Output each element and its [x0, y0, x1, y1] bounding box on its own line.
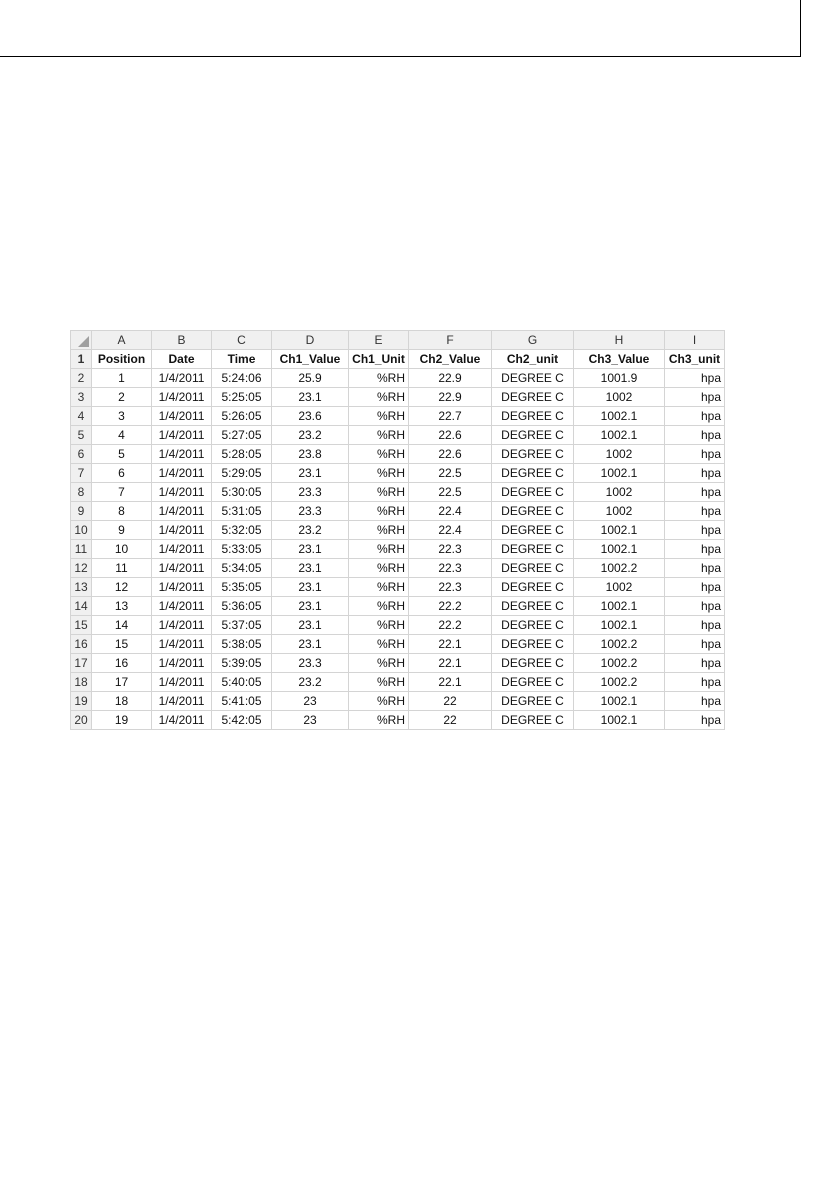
row-number[interactable]: 9: [71, 502, 92, 521]
cell-ch2-unit[interactable]: DEGREE C: [492, 559, 574, 578]
cell-position[interactable]: 13: [92, 597, 152, 616]
cell-date[interactable]: 1/4/2011: [152, 559, 212, 578]
cell-ch3-value[interactable]: 1001.9: [574, 369, 665, 388]
cell-date[interactable]: 1/4/2011: [152, 388, 212, 407]
row-number[interactable]: 18: [71, 673, 92, 692]
column-header-h[interactable]: H: [574, 331, 665, 350]
cell-time[interactable]: 5:32:05: [212, 521, 272, 540]
cell-time[interactable]: 5:36:05: [212, 597, 272, 616]
cell-ch3-unit[interactable]: hpa: [665, 502, 725, 521]
cell-ch2-unit[interactable]: DEGREE C: [492, 673, 574, 692]
cell-ch3-value[interactable]: 1002: [574, 502, 665, 521]
cell-ch3-value[interactable]: 1002.1: [574, 540, 665, 559]
table-row: [71, 388, 725, 407]
column-header-d[interactable]: D: [272, 331, 349, 350]
cell-position[interactable]: 10: [92, 540, 152, 559]
cell-ch3-unit[interactable]: hpa: [665, 445, 725, 464]
cell-ch2-unit[interactable]: DEGREE C: [492, 578, 574, 597]
cell-ch1-unit[interactable]: %RH: [349, 559, 409, 578]
cell-ch3-unit[interactable]: hpa: [665, 597, 725, 616]
select-all-corner[interactable]: [71, 331, 92, 350]
row-number[interactable]: 12: [71, 559, 92, 578]
cell-ch3-unit[interactable]: hpa: [665, 559, 725, 578]
row-number[interactable]: 19: [71, 692, 92, 711]
column-header-f[interactable]: F: [409, 331, 492, 350]
cell-ch2-unit[interactable]: DEGREE C: [492, 445, 574, 464]
row-number[interactable]: 1: [71, 350, 92, 369]
cell-time[interactable]: 5:31:05: [212, 502, 272, 521]
cell-time[interactable]: 5:42:05: [212, 711, 272, 730]
cell-position[interactable]: 19: [92, 711, 152, 730]
cell-ch3-unit[interactable]: hpa: [665, 407, 725, 426]
cell-ch2-unit[interactable]: DEGREE C: [492, 597, 574, 616]
column-header-i[interactable]: I: [665, 331, 725, 350]
cell-ch2-value[interactable]: 22.5: [409, 483, 492, 502]
cell-ch1-value[interactable]: 23.1: [272, 559, 349, 578]
cell-ch1-value[interactable]: 23.2: [272, 673, 349, 692]
row-number[interactable]: 8: [71, 483, 92, 502]
cell-ch1-unit[interactable]: %RH: [349, 692, 409, 711]
cell-date[interactable]: 1/4/2011: [152, 711, 212, 730]
cell-ch1-value[interactable]: 23.3: [272, 654, 349, 673]
cell-ch2-value[interactable]: 22.7: [409, 407, 492, 426]
cell-position[interactable]: 4: [92, 426, 152, 445]
page-corner-lines-icon: [0, 0, 840, 120]
cell-ch2-value[interactable]: 22: [409, 692, 492, 711]
cell-position[interactable]: 8: [92, 502, 152, 521]
cell-position[interactable]: 17: [92, 673, 152, 692]
page-corner-fold: [0, 0, 840, 120]
row-number[interactable]: 7: [71, 464, 92, 483]
cell-ch1-value[interactable]: 23.6: [272, 407, 349, 426]
cell-ch2-value[interactable]: 22.9: [409, 369, 492, 388]
column-header-c[interactable]: C: [212, 331, 272, 350]
cell-date[interactable]: 1/4/2011: [152, 502, 212, 521]
cell-ch1-unit[interactable]: %RH: [349, 521, 409, 540]
cell-position[interactable]: 15: [92, 635, 152, 654]
cell-ch2-value[interactable]: 22.9: [409, 388, 492, 407]
cell-ch1-unit[interactable]: %RH: [349, 445, 409, 464]
cell-time[interactable]: 5:40:05: [212, 673, 272, 692]
cell-time[interactable]: 5:34:05: [212, 559, 272, 578]
row-number[interactable]: 3: [71, 388, 92, 407]
cell-position[interactable]: 12: [92, 578, 152, 597]
cell-ch3-unit[interactable]: hpa: [665, 388, 725, 407]
cell-time[interactable]: 5:28:05: [212, 445, 272, 464]
cell-ch2-value[interactable]: 22.6: [409, 445, 492, 464]
cell-date[interactable]: 1/4/2011: [152, 540, 212, 559]
cell-position[interactable]: 2: [92, 388, 152, 407]
cell-ch3-unit[interactable]: hpa: [665, 654, 725, 673]
cell-ch1-unit[interactable]: %RH: [349, 654, 409, 673]
table-row: [71, 426, 725, 445]
cell-ch2-value[interactable]: 22.1: [409, 635, 492, 654]
column-header-b[interactable]: B: [152, 331, 212, 350]
cell-ch1-value[interactable]: 23: [272, 711, 349, 730]
cell-ch1-value[interactable]: 23.3: [272, 502, 349, 521]
row-number[interactable]: 16: [71, 635, 92, 654]
cell-ch3-value[interactable]: 1002.2: [574, 559, 665, 578]
cell-ch1-unit[interactable]: %RH: [349, 635, 409, 654]
cell-ch1-unit[interactable]: %RH: [349, 388, 409, 407]
cell-ch2-value[interactable]: 22.4: [409, 521, 492, 540]
cell-ch2-unit[interactable]: DEGREE C: [492, 369, 574, 388]
cell-ch2-unit[interactable]: DEGREE C: [492, 407, 574, 426]
cell-time[interactable]: 5:41:05: [212, 692, 272, 711]
cell-ch1-value[interactable]: 23: [272, 692, 349, 711]
column-header-e[interactable]: E: [349, 331, 409, 350]
cell-time[interactable]: 5:33:05: [212, 540, 272, 559]
cell-ch2-value[interactable]: 22: [409, 711, 492, 730]
cell-position[interactable]: 1: [92, 369, 152, 388]
cell-ch3-value[interactable]: 1002.2: [574, 654, 665, 673]
cell-ch2-value[interactable]: 22.2: [409, 597, 492, 616]
row-number[interactable]: 4: [71, 407, 92, 426]
cell-ch1-unit[interactable]: %RH: [349, 711, 409, 730]
table-row: [71, 464, 725, 483]
row-number[interactable]: 15: [71, 616, 92, 635]
cell-ch2-value[interactable]: 22.1: [409, 673, 492, 692]
cell-ch3-unit[interactable]: hpa: [665, 426, 725, 445]
cell-ch3-unit[interactable]: hpa: [665, 692, 725, 711]
cell-date[interactable]: 1/4/2011: [152, 426, 212, 445]
row-number[interactable]: 11: [71, 540, 92, 559]
cell-date[interactable]: 1/4/2011: [152, 521, 212, 540]
table-row: [71, 540, 725, 559]
cell-ch1-unit[interactable]: %RH: [349, 540, 409, 559]
cell-ch1-unit[interactable]: %RH: [349, 673, 409, 692]
table-row: [71, 616, 725, 635]
cell-ch3-value[interactable]: 1002.1: [574, 711, 665, 730]
cell-ch2-unit[interactable]: DEGREE C: [492, 521, 574, 540]
cell-time[interactable]: 5:26:05: [212, 407, 272, 426]
cell-ch1-unit[interactable]: %RH: [349, 483, 409, 502]
cell-date[interactable]: 1/4/2011: [152, 597, 212, 616]
cell-ch2-value[interactable]: 22.2: [409, 616, 492, 635]
cell-ch2-value[interactable]: 22.6: [409, 426, 492, 445]
spreadsheet-grid: [70, 330, 725, 730]
header-cell-ch3-value[interactable]: Ch3_Value: [574, 350, 665, 369]
cell-ch1-value[interactable]: 23.1: [272, 388, 349, 407]
cell-time[interactable]: 5:24:06: [212, 369, 272, 388]
cell-position[interactable]: 18: [92, 692, 152, 711]
cell-ch2-unit[interactable]: DEGREE C: [492, 635, 574, 654]
table-row: [71, 502, 725, 521]
header-cell-position[interactable]: Position: [92, 350, 152, 369]
cell-time[interactable]: 5:39:05: [212, 654, 272, 673]
cell-ch3-value[interactable]: 1002.2: [574, 635, 665, 654]
row-number[interactable]: 10: [71, 521, 92, 540]
cell-ch3-unit[interactable]: hpa: [665, 464, 725, 483]
cell-ch3-value[interactable]: 1002: [574, 445, 665, 464]
cell-ch3-value[interactable]: 1002.1: [574, 597, 665, 616]
cell-ch1-unit[interactable]: %RH: [349, 407, 409, 426]
cell-position[interactable]: 14: [92, 616, 152, 635]
cell-date[interactable]: 1/4/2011: [152, 673, 212, 692]
cell-time[interactable]: 5:29:05: [212, 464, 272, 483]
table-row: [71, 483, 725, 502]
cell-ch1-unit[interactable]: %RH: [349, 578, 409, 597]
table-row: [71, 635, 725, 654]
header-cell-ch2-value[interactable]: Ch2_Value: [409, 350, 492, 369]
row-number[interactable]: 14: [71, 597, 92, 616]
cell-date[interactable]: 1/4/2011: [152, 464, 212, 483]
cell-ch3-unit[interactable]: hpa: [665, 521, 725, 540]
column-header-a[interactable]: A: [92, 331, 152, 350]
cell-ch3-value[interactable]: 1002.1: [574, 464, 665, 483]
table-row: [71, 673, 725, 692]
header-cell-time[interactable]: Time: [212, 350, 272, 369]
cell-position[interactable]: 7: [92, 483, 152, 502]
cell-position[interactable]: 9: [92, 521, 152, 540]
header-cell-ch1-unit[interactable]: Ch1_Unit: [349, 350, 409, 369]
cell-ch3-unit[interactable]: hpa: [665, 616, 725, 635]
column-header-g[interactable]: G: [492, 331, 574, 350]
cell-ch3-value[interactable]: 1002: [574, 483, 665, 502]
cell-date[interactable]: 1/4/2011: [152, 635, 212, 654]
cell-ch1-value[interactable]: 25.9: [272, 369, 349, 388]
cell-ch1-value[interactable]: 23.3: [272, 483, 349, 502]
cell-ch2-value[interactable]: 22.3: [409, 559, 492, 578]
cell-position[interactable]: 11: [92, 559, 152, 578]
cell-ch2-value[interactable]: 22.1: [409, 654, 492, 673]
cell-ch2-value[interactable]: 22.4: [409, 502, 492, 521]
cell-ch1-value[interactable]: 23.1: [272, 578, 349, 597]
cell-ch2-unit[interactable]: DEGREE C: [492, 654, 574, 673]
cell-time[interactable]: 5:38:05: [212, 635, 272, 654]
cell-time[interactable]: 5:37:05: [212, 616, 272, 635]
cell-ch3-unit[interactable]: hpa: [665, 483, 725, 502]
cell-ch3-unit[interactable]: hpa: [665, 711, 725, 730]
cell-date[interactable]: 1/4/2011: [152, 445, 212, 464]
cell-ch3-unit[interactable]: hpa: [665, 635, 725, 654]
header-cell-ch3-unit[interactable]: Ch3_unit: [665, 350, 725, 369]
cell-date[interactable]: 1/4/2011: [152, 654, 212, 673]
cell-ch1-value[interactable]: 23.2: [272, 521, 349, 540]
row-number[interactable]: 13: [71, 578, 92, 597]
cell-ch2-unit[interactable]: DEGREE C: [492, 388, 574, 407]
row-number[interactable]: 6: [71, 445, 92, 464]
row-number[interactable]: 17: [71, 654, 92, 673]
cell-date[interactable]: 1/4/2011: [152, 483, 212, 502]
table-row: [71, 559, 725, 578]
cell-position[interactable]: 6: [92, 464, 152, 483]
cell-ch1-value[interactable]: 23.1: [272, 597, 349, 616]
cell-ch3-unit[interactable]: hpa: [665, 369, 725, 388]
cell-ch1-unit[interactable]: %RH: [349, 464, 409, 483]
cell-time[interactable]: 5:25:05: [212, 388, 272, 407]
table-row: [71, 445, 725, 464]
cell-ch1-unit[interactable]: %RH: [349, 369, 409, 388]
cell-ch1-unit[interactable]: %RH: [349, 597, 409, 616]
cell-position[interactable]: 16: [92, 654, 152, 673]
table-row: [71, 711, 725, 730]
cell-ch1-unit[interactable]: %RH: [349, 426, 409, 445]
cell-time[interactable]: 5:27:05: [212, 426, 272, 445]
cell-ch3-value[interactable]: 1002.1: [574, 616, 665, 635]
cell-ch2-value[interactable]: 22.3: [409, 540, 492, 559]
table-row: [71, 407, 725, 426]
cell-ch2-unit[interactable]: DEGREE C: [492, 616, 574, 635]
table-row: [71, 692, 725, 711]
column-header-row: [71, 331, 725, 350]
table-row: [71, 654, 725, 673]
row-number[interactable]: 5: [71, 426, 92, 445]
cell-ch3-unit[interactable]: hpa: [665, 673, 725, 692]
cell-ch1-value[interactable]: 23.2: [272, 426, 349, 445]
cell-ch3-value[interactable]: 1002.1: [574, 692, 665, 711]
cell-ch1-value[interactable]: 23.1: [272, 540, 349, 559]
table-row: [71, 597, 725, 616]
cell-ch1-unit[interactable]: %RH: [349, 616, 409, 635]
cell-ch3-value[interactable]: 1002.1: [574, 426, 665, 445]
header-row: [71, 350, 725, 369]
table-row: [71, 369, 725, 388]
header-cell-date[interactable]: Date: [152, 350, 212, 369]
cell-ch3-value[interactable]: 1002: [574, 388, 665, 407]
cell-ch1-value[interactable]: 23.1: [272, 616, 349, 635]
cell-ch3-unit[interactable]: hpa: [665, 540, 725, 559]
cell-ch3-value[interactable]: 1002.2: [574, 673, 665, 692]
table-row: [71, 578, 725, 597]
cell-date[interactable]: 1/4/2011: [152, 692, 212, 711]
cell-date[interactable]: 1/4/2011: [152, 616, 212, 635]
cell-ch2-value[interactable]: 22.5: [409, 464, 492, 483]
cell-ch1-unit[interactable]: %RH: [349, 502, 409, 521]
cell-ch2-unit[interactable]: DEGREE C: [492, 692, 574, 711]
cell-ch3-unit[interactable]: hpa: [665, 578, 725, 597]
cell-ch3-value[interactable]: 1002.1: [574, 407, 665, 426]
table-row: [71, 521, 725, 540]
cell-ch2-unit[interactable]: DEGREE C: [492, 426, 574, 445]
header-cell-ch1-value[interactable]: Ch1_Value: [272, 350, 349, 369]
cell-ch2-value[interactable]: 22.3: [409, 578, 492, 597]
row-number[interactable]: 20: [71, 711, 92, 730]
cell-date[interactable]: 1/4/2011: [152, 407, 212, 426]
cell-time[interactable]: 5:35:05: [212, 578, 272, 597]
cell-ch2-unit[interactable]: DEGREE C: [492, 502, 574, 521]
cell-ch1-value[interactable]: 23.1: [272, 464, 349, 483]
cell-ch2-unit[interactable]: DEGREE C: [492, 540, 574, 559]
cell-date[interactable]: 1/4/2011: [152, 578, 212, 597]
cell-ch2-unit[interactable]: DEGREE C: [492, 483, 574, 502]
header-cell-ch2-unit[interactable]: Ch2_unit: [492, 350, 574, 369]
cell-ch2-unit[interactable]: DEGREE C: [492, 464, 574, 483]
cell-ch1-value[interactable]: 23.1: [272, 635, 349, 654]
cell-ch3-value[interactable]: 1002.1: [574, 521, 665, 540]
cell-date[interactable]: 1/4/2011: [152, 369, 212, 388]
cell-time[interactable]: 5:30:05: [212, 483, 272, 502]
cell-ch3-value[interactable]: 1002: [574, 578, 665, 597]
row-number[interactable]: 2: [71, 369, 92, 388]
cell-position[interactable]: 3: [92, 407, 152, 426]
cell-ch1-value[interactable]: 23.8: [272, 445, 349, 464]
select-all-triangle-icon: [78, 336, 89, 347]
cell-ch2-unit[interactable]: DEGREE C: [492, 711, 574, 730]
cell-position[interactable]: 5: [92, 445, 152, 464]
